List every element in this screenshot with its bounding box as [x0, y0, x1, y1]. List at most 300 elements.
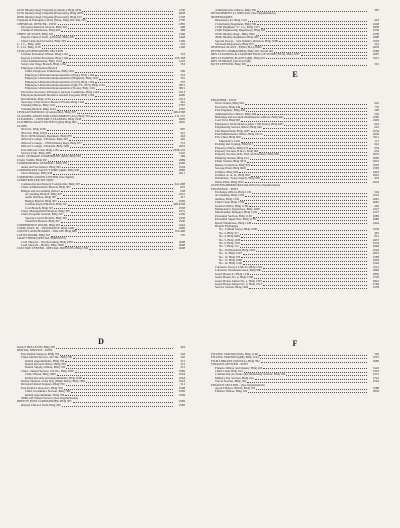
phone-extension: 2830	[372, 271, 379, 276]
leader-dots	[245, 203, 367, 204]
phone-extension: 3143	[372, 365, 379, 370]
entry-label: DISPOSAL PLANT - EPSO, B-Lg 6002	[211, 46, 262, 50]
phone-extension: 521	[180, 365, 185, 370]
leader-dots	[242, 138, 367, 139]
entry-label: Dental Appointments, Bldg 700	[25, 359, 65, 363]
entry-label: Employee Utilization Representative (Hospital), Bldg 1164	[25, 77, 99, 81]
entry-label: CIVILIAN PAYROLL (Comptroller), Bldg 307	[17, 111, 77, 115]
phone-extension: 355	[180, 76, 185, 81]
phone-extension: 2769	[372, 281, 379, 286]
entry-label: Accounting, Bldg 1139	[215, 194, 244, 198]
phone-extension: 2145	[178, 151, 185, 156]
entry-label: Comptroller and Deputy Comptroller, Bldg 307	[21, 182, 80, 186]
entry-label: Cafeteria, Service Club #1, Bldg 1501	[215, 265, 263, 269]
phone-extension: 634	[374, 149, 379, 154]
leader-dots	[260, 358, 367, 359]
phone-extension: 481	[374, 230, 379, 235]
phone-extension: 705	[180, 232, 185, 237]
phone-extension: 405	[180, 137, 185, 142]
entry-label: Chief Clerk and Secretary, Bldg 305	[21, 39, 66, 43]
leader-dots	[266, 58, 367, 59]
entry-label: 10478 ENGINEERS BATTALION (See Organizations)	[211, 184, 280, 188]
phone-extension: 322	[180, 99, 185, 104]
entry-label: Auditor, Bldg 1139	[215, 197, 239, 201]
phone-extension: 290	[374, 108, 379, 113]
leader-dots	[63, 195, 173, 196]
phone-extension: 520	[180, 355, 185, 360]
leader-dots	[240, 234, 367, 235]
phone-extension: 2659	[372, 45, 379, 50]
leader-dots	[73, 358, 173, 359]
leader-dots	[252, 193, 367, 194]
phone-extension: 735	[374, 104, 379, 109]
phone-extension: 2101	[178, 59, 185, 64]
leader-dots	[75, 229, 173, 230]
section-letter-d: D	[98, 337, 104, 346]
entry-label: Personnel Section, Bldg 1139	[215, 214, 252, 218]
entry-label: Packing and Crating, Bldg 917	[215, 143, 254, 147]
entry-label: Commercial Accounts and Disbursing Section, Bldg 104	[215, 373, 286, 377]
leader-dots	[257, 220, 367, 221]
entry-label: Engineering Service Office, Bldg 946	[215, 126, 262, 130]
leader-dots	[263, 128, 367, 129]
leader-dots	[75, 372, 173, 373]
leader-dots	[75, 38, 173, 39]
phone-extension: 2606	[372, 244, 379, 249]
leader-dots	[56, 348, 173, 349]
leader-dots	[91, 116, 173, 117]
entry-label: 154 Infantry Regiment, Bldg 700	[215, 22, 257, 26]
leader-dots	[85, 103, 173, 104]
entry-label: Utilities, Bldg 949	[215, 170, 238, 174]
entry-label: Guest House #1, Bldg 1136	[215, 272, 250, 276]
entry-label: DRY CLEANING & LAUNDRY PICK-UP STORE (NCO), Bldg 1037	[211, 53, 300, 57]
entry-label: Employee Utilization Representative (QM, TC, ECS) Bldg 1164	[25, 83, 105, 87]
phone-extension: 2606	[178, 93, 185, 98]
entry-label: Officers' Lounge - 155th Infantry Regt, Bldg 877	[21, 141, 82, 145]
phone-extension: 2611	[178, 171, 185, 176]
entry-label: 167th Infantry Regt., Bldg 1850	[215, 32, 255, 36]
leader-dots	[247, 65, 367, 66]
entry-label: Cafeteria, Warehouse Area, Bldg 980	[215, 269, 262, 273]
leader-dots	[241, 237, 367, 238]
leader-dots	[261, 179, 367, 180]
phone-extension: 2589	[372, 254, 379, 259]
entry-label: 167th Infantry Regt Chaplain (Protestant), Bldg 1859	[17, 12, 84, 16]
leader-dots	[54, 208, 173, 209]
leader-dots	[64, 389, 173, 390]
leader-dots	[65, 395, 173, 396]
entry-label: Post Officers' Club, Bldg 1181	[21, 148, 59, 152]
leader-dots	[84, 14, 173, 15]
phone-extension: 521	[180, 362, 185, 367]
entry-label: Property Section, R/R, Fuel and Installed, Bldg 960	[215, 153, 279, 157]
phone-extension: 521	[180, 358, 185, 363]
phone-extension: 2601	[372, 251, 379, 256]
entry-label: Chief, Program Section, Bldg 307	[21, 213, 64, 217]
entry-label: Deputy Chief of Staff, Bldg 305	[21, 403, 61, 407]
leader-dots	[83, 18, 173, 19]
entry-label: Dental Appointments, Bldg 700	[25, 393, 65, 397]
entry-label: COOK, PAUL M. - INSURANCE, Bldg 1406	[17, 226, 75, 230]
leader-dots	[60, 355, 173, 356]
entry-label: Travel Section, Bldg 104	[215, 380, 246, 384]
leader-dots	[258, 230, 367, 231]
phone-extension: 2616	[372, 179, 379, 184]
phone-extension: 2896	[178, 168, 185, 173]
entry-label: Employee Utilization Branch	[21, 66, 58, 70]
entry-label: Accounting Branch, Bldg 307	[25, 192, 63, 196]
entry-label: DRY CLEANING PLANT (QM), Bldg 927	[211, 56, 266, 60]
leader-dots	[95, 96, 173, 97]
entry-label: No. 6, Bldg 1700	[219, 242, 241, 246]
phone-extension: 3815	[178, 86, 185, 91]
leader-dots	[251, 176, 367, 177]
phone-extension: 3143	[372, 369, 379, 374]
phone-extension: 622	[374, 121, 379, 126]
phone-extension: 2146	[178, 45, 185, 50]
phone-extension: 2569	[178, 389, 185, 394]
phone-extension: 2680	[372, 213, 379, 218]
leader-dots	[86, 382, 173, 383]
phone-extension: 2526	[372, 379, 379, 384]
entry-label: Secretary-Civil Service Board of Exam, Bldg 1164	[21, 100, 85, 104]
phone-extension: 2385	[178, 21, 185, 26]
leader-dots	[47, 130, 173, 131]
right-column-middle	[211, 99, 379, 290]
entry-label: Dental Records Office, Bldg 700	[25, 363, 66, 367]
entry-label: 209th Infantry Regt Chaplain (Protestant), Bldg 913	[17, 15, 82, 19]
right-column-top	[211, 9, 379, 67]
phone-extension: 638	[180, 188, 185, 193]
leader-dots	[240, 200, 367, 201]
leader-dots	[89, 249, 173, 250]
phone-extension: 2566	[178, 161, 185, 166]
entry-label: Administrative Officer, Bldg 449	[215, 112, 257, 116]
leader-dots	[60, 150, 172, 151]
left-column-top	[17, 9, 185, 251]
entry-label: CONFERENCE ROOM, Bldg 305	[17, 223, 61, 227]
leader-dots	[87, 21, 173, 22]
leader-dots	[248, 21, 367, 22]
phone-extension: 622	[374, 125, 379, 130]
phone-extension: 2424	[372, 169, 379, 174]
entry-label: DEPUTY POST COMMANDER, Bldg 305	[17, 400, 72, 404]
entry-label: Cost Branch, Bldg 307	[25, 206, 54, 210]
leader-dots	[261, 210, 367, 211]
entry-label: 209th Infantry Regiment, Bldg 509	[215, 36, 259, 40]
entry-label: DETACHMENT #1, 8000 ASU (See Organizations)	[211, 12, 276, 16]
entry-label: No. 1 (Main Store), Bldg 1006	[219, 228, 258, 232]
leader-dots	[249, 148, 367, 149]
phone-extension: 2590	[372, 166, 379, 171]
phone-extension: 2667	[372, 52, 379, 57]
phone-extension: 2655	[372, 152, 379, 157]
leader-dots	[246, 111, 367, 112]
leader-dots	[263, 281, 367, 282]
phone-extension: 812	[374, 234, 379, 239]
phone-extension: 3815	[178, 82, 185, 87]
entry-label: Guest House No. 2, Bldg 1308	[215, 276, 254, 280]
entry-label: NCO #1, Bldg 2530	[21, 128, 46, 132]
entry-label: DENTAL SERVICE - POST	[17, 349, 53, 353]
leader-dots	[80, 171, 173, 172]
leader-dots	[42, 45, 173, 46]
phone-extension: 520	[180, 351, 185, 356]
phone-extension: 2652	[178, 144, 185, 149]
entry-label: C. I. C., Bldg 1206	[17, 43, 41, 47]
entry-label: ENGINEER - POST	[211, 98, 237, 102]
entry-label: Special Troops - 31st Infantry Division, Bldg 1008	[215, 39, 278, 43]
entry-label: Employee Relations Incentive Awards Program, Bldg 1164	[21, 94, 95, 98]
phone-extension: 2616	[372, 159, 379, 164]
entry-label: No. 12, Bldg 558	[219, 255, 241, 259]
phone-extension: 353	[180, 52, 185, 57]
leader-dots	[58, 24, 173, 25]
phone-extension: 2248	[372, 21, 379, 26]
phone-extension: 408-2598	[173, 110, 185, 115]
entry-label: Post Dental Laboratory, Bldg 700	[21, 386, 63, 390]
entry-label: CLOTHING SALES OUTLET (QM), Bldg 963	[17, 121, 77, 125]
directory-entry	[17, 404, 185, 407]
leader-dots	[96, 89, 173, 90]
phone-extension: 2585	[372, 115, 379, 120]
entry-label: Pumping Station, Bldg 914	[215, 156, 249, 160]
leader-dots	[263, 368, 367, 369]
phone-extension: 2526	[372, 247, 379, 252]
entry-label: Chief Administration, Bldg 1164	[21, 60, 62, 64]
phone-extension: 211-757	[174, 113, 185, 118]
leader-dots	[249, 206, 367, 207]
leader-dots	[239, 172, 367, 173]
phone-extension: 353-458	[174, 55, 185, 60]
leader-dots	[61, 222, 173, 223]
entry-label: FINANCE SECTION - (See Organizations)	[211, 383, 266, 387]
phone-extension: 622	[374, 142, 379, 147]
entry-label: Post Dental Surgeon, Bldg 700	[21, 352, 60, 356]
phone-extension: 2889	[178, 157, 185, 162]
leader-dots	[73, 402, 173, 403]
entry-label: Service Club, Bldg 2001	[21, 152, 52, 156]
entry-label: DISPENSARIES	[211, 15, 233, 19]
entry-label: Personnel Supervisor, Bldg 1139	[215, 218, 256, 222]
leader-dots	[67, 41, 173, 42]
leader-dots	[58, 201, 173, 202]
entry-label: Coal Yard, Bldg 963	[215, 119, 241, 123]
entry-label: Chief, Prosthetics Section, Bldg 700	[25, 390, 71, 394]
phone-extension: 476	[374, 176, 379, 181]
phone-extension: 622	[374, 101, 379, 106]
phone-extension: 2858	[372, 25, 379, 30]
leader-dots	[245, 104, 367, 105]
entry-label: 509th AIT Dental Service (See Organizations)	[21, 397, 79, 401]
entry-label: DRY STORAGE (See Post QM)	[211, 60, 252, 64]
leader-dots	[82, 157, 173, 158]
phone-extension: 2787	[178, 103, 185, 108]
entry-label: Fire Department, Bldg 1007	[215, 129, 250, 133]
entry-label: 156th Engineering Dispensary, Bldg 509	[215, 29, 266, 33]
leader-dots	[51, 236, 173, 237]
entry-label: Audit Division, Bldg 307	[25, 196, 57, 200]
leader-dots	[241, 142, 367, 143]
entry-label: CIVILIAN PERSONNEL SECTION	[17, 49, 64, 53]
entry-label: No. 7, Bldg 712	[219, 245, 239, 249]
phone-extension: 2548	[178, 385, 185, 390]
entry-label: Budget and Accounting Officer	[21, 189, 60, 193]
leader-dots	[247, 169, 367, 170]
entry-label: Military Pay Section, Bldg 104	[215, 376, 254, 380]
phone-extension: 417	[180, 195, 185, 200]
entry-label: Chaplain & Emergency Duty (Nite), Bldg 200, Rm 210	[17, 19, 86, 23]
phone-extension: 2536	[372, 28, 379, 33]
entry-label: DAILY BULLETIN, Bldg 305	[17, 345, 56, 349]
leader-dots	[266, 31, 367, 32]
entry-label: Stockade Dispensary, Bldg 675	[215, 43, 254, 47]
entry-label: Sewage Plant, Bldg 6002	[215, 167, 247, 171]
entry-label: No. 13, Bldg 1080	[219, 259, 242, 263]
entry-label: Chief, Administrative Branch, Bldg 307	[21, 186, 71, 190]
entry-label: CLUBS	[17, 124, 27, 128]
phone-extension: 2540	[372, 261, 379, 266]
entry-label: Chief Clerk, Bldg 1139	[215, 201, 244, 205]
phone-extension: 2638-355	[173, 147, 185, 152]
leader-dots	[262, 271, 367, 272]
phone-extension: 2166	[178, 38, 185, 43]
entry-label: Chief, Management Division, Bldg 307	[21, 209, 70, 213]
leader-dots	[284, 118, 367, 119]
phone-extension: 2908	[372, 35, 379, 40]
phone-extension: 2860	[372, 268, 379, 273]
phone-extension: 2680	[372, 217, 379, 222]
leader-dots	[243, 254, 367, 255]
leader-dots	[64, 215, 173, 216]
phone-extension: 2130	[178, 7, 185, 12]
entry-label: Chemical Warehouse, Bldg 903	[21, 29, 61, 33]
phone-extension: 2606	[178, 225, 185, 230]
entry-label: COUNTS AND BOARDS - 50th AIT, Bldg 889	[17, 230, 77, 234]
phone-extension: 549	[374, 189, 379, 194]
phone-extension: 2822	[372, 278, 379, 283]
entry-label: Salary and Wage Branch, Bldg 1164	[21, 63, 66, 67]
leader-dots	[95, 75, 173, 76]
phone-extension: 601	[180, 185, 185, 190]
leader-dots	[256, 389, 367, 390]
entry-label: FILLING STATION (PX), Bldg 1146	[211, 352, 258, 356]
leader-dots	[250, 274, 367, 275]
entry-label: Finance Officer, Bldg 109	[215, 390, 248, 394]
phone-extension: 2691	[372, 172, 379, 177]
phone-extension: 2541	[178, 191, 185, 196]
entry-label: COURT ROOM, Bldg 305	[17, 233, 51, 237]
leader-dots	[255, 379, 367, 380]
entry-label: Pump Station, Bldg 5010	[215, 160, 247, 164]
phone-extension: 240	[374, 203, 379, 208]
leader-dots	[251, 131, 367, 132]
phone-extension: 2703	[372, 275, 379, 280]
entry-label: COAL STORAGE WAREHOUSE (QM), Bldg 959	[17, 155, 81, 159]
leader-dots	[259, 355, 367, 356]
entry-label: DIVISION COMMANDER, Bldg 305, Room 201	[211, 49, 274, 53]
entry-label: Craft Shop #1 - Woodworking, Bldg 1807	[21, 240, 74, 244]
leader-dots	[74, 242, 173, 243]
entry-label: No. 11, Bldg 1103	[219, 252, 242, 256]
entry-label: Employee Utilization Representative (Troop), Bldg 1164	[25, 87, 96, 91]
entry-label: COMPTROLLER SECTION	[17, 179, 54, 183]
phone-extension: 353	[180, 72, 185, 77]
entry-label: DUTY OFFICER, Bldg 305	[211, 63, 246, 67]
entry-label: CHEMICAL OFFICER - POST	[17, 22, 57, 26]
phone-extension: 2521	[372, 264, 379, 269]
entry-label: No. 14, Bldg 1500	[219, 262, 242, 266]
leader-dots	[61, 191, 173, 192]
phone-extension: 516	[374, 42, 379, 47]
leader-dots	[68, 164, 173, 165]
phone-extension: 621-808	[174, 181, 185, 186]
entry-label: No. 2, Bldg 311	[219, 231, 239, 235]
entry-label: Recruitment, Bldg 1164	[21, 97, 51, 101]
phone-extension: 2095	[178, 116, 185, 121]
leader-dots	[263, 268, 367, 269]
entry-label: Employee Utilization Representative (Engr), Bldg 1164	[25, 73, 94, 77]
leader-dots	[78, 232, 173, 233]
phone-extension: 634	[374, 145, 379, 150]
phone-extension: 2442	[178, 222, 185, 227]
leader-dots	[71, 212, 173, 213]
leader-dots	[256, 251, 367, 252]
leader-dots	[263, 285, 367, 286]
phone-extension: 355	[180, 79, 185, 84]
entry-label: Aides and Secretaries, Bldg 305	[21, 165, 61, 169]
entry-label: Water Plant, Bldg 5010	[215, 180, 244, 184]
entry-label: Warehouse, Troop Supply, Bldg 960	[215, 177, 260, 181]
leader-dots	[61, 225, 173, 226]
phone-extension: 301	[374, 62, 379, 67]
leader-dots	[261, 28, 367, 29]
leader-dots	[263, 48, 367, 49]
leader-dots	[99, 79, 173, 80]
leader-dots	[250, 159, 367, 160]
entry-label: Officers' Lounge - Division, Bldg 307	[21, 138, 69, 142]
leader-dots	[62, 406, 173, 407]
phone-extension: 2569	[178, 198, 185, 203]
entry-label: Chief - Dental Service 155 Inf., Bldg 1000	[21, 369, 74, 373]
phone-extension: 463	[180, 134, 185, 139]
entry-label: COMMISSARY SALES STORE (QM), Bldg 938	[17, 169, 80, 173]
leader-dots	[68, 205, 172, 206]
entry-label: COAL YARD, Bldg 963	[17, 158, 48, 162]
entry-label: Maintenance Supervisor, Bldg 1408	[215, 207, 260, 211]
leader-dots	[68, 28, 173, 29]
phone-extension: 2608	[178, 243, 185, 248]
phone-extension: 2681	[372, 196, 379, 201]
phone-extension: 2554	[372, 241, 379, 246]
phone-extension: 2787	[178, 106, 185, 111]
entry-label: Buildings and Grounds Maintenance Officer, Bldg 946	[215, 116, 283, 120]
entry-label: Training Branch, Bldg 1164	[21, 107, 56, 111]
leader-dots	[68, 219, 173, 220]
phone-extension: 2530	[178, 219, 185, 224]
leader-dots	[73, 137, 173, 138]
entry-label: Civilian Payroll Branch, Bldg 307	[25, 203, 68, 207]
entry-label: Executive Secretary, Efficiency Awards Committee, Bldg 1164	[21, 90, 99, 94]
leader-dots	[65, 361, 173, 362]
entry-label: Executive, Bldg 449	[215, 105, 241, 109]
entry-label: FINANCE OFFICER - POST	[211, 363, 249, 367]
leader-dots	[70, 147, 173, 148]
leader-dots	[82, 120, 173, 121]
leader-dots	[257, 24, 367, 25]
phone-extension: 2566	[372, 48, 379, 53]
